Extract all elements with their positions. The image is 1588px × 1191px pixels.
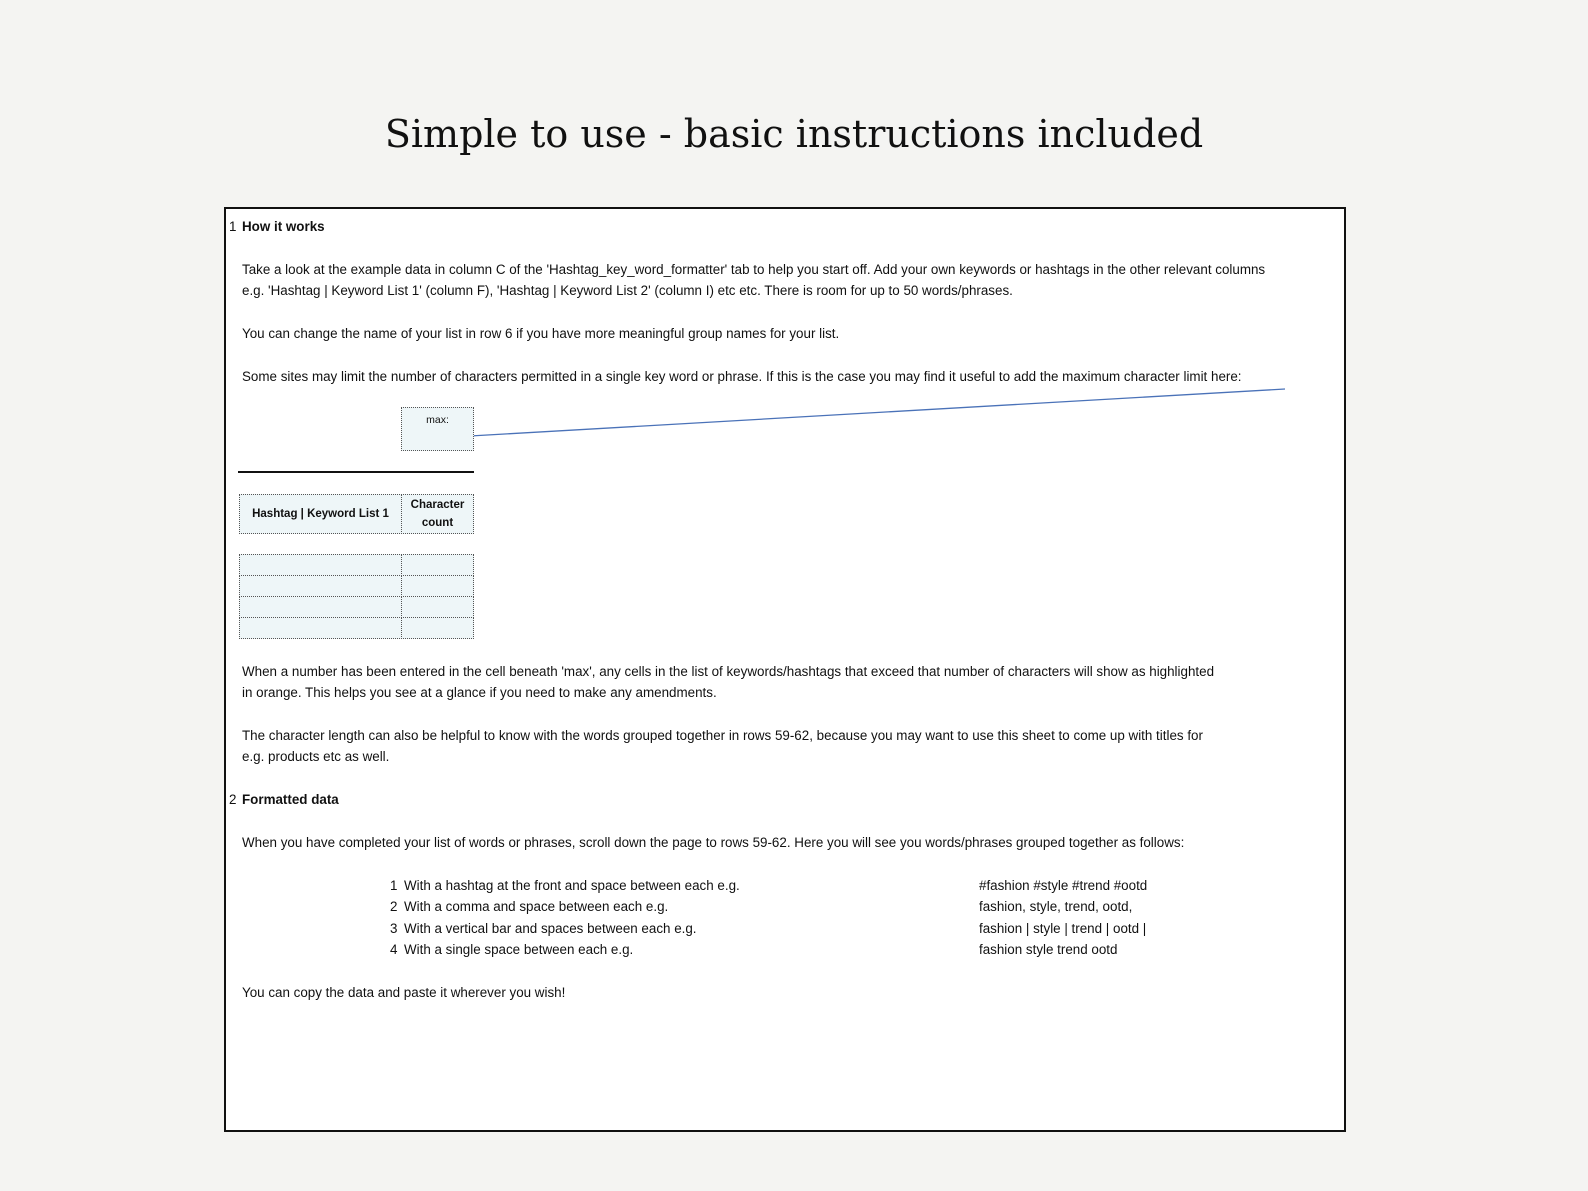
paragraph: Take a look at the example data in column C of the 'Hashtag_key_word_formatter' tab to help you start off. Add your own keywords or hashtags in the other relevant columns (242, 262, 1266, 277)
list-cell[interactable] (239, 575, 402, 597)
count-cell[interactable] (401, 617, 474, 639)
list-cell[interactable] (239, 617, 402, 639)
list-cell[interactable] (239, 554, 402, 576)
section-heading: How it works (242, 219, 325, 234)
paragraph: Some sites may limit the number of characters permitted in a single key word or phrase. If this is the case you may find it useful to add the maximum character limit here: (242, 369, 1242, 384)
count-cell[interactable] (401, 596, 474, 618)
item-text: With a comma and space between each e.g. (404, 899, 669, 914)
item-number: 4 (390, 942, 398, 957)
paragraph: e.g. 'Hashtag | Keyword List 1' (column F), 'Hashtag | Keyword List 2' (column I) etc etc. There is room for up to 50 words/phrases. (242, 283, 1013, 298)
item-example: fashion style trend ootd (979, 942, 1118, 957)
max-cell[interactable] (401, 407, 474, 451)
paragraph: in orange. This helps you see at a glance if you need to make any amendments. (242, 685, 717, 700)
item-number: 2 (390, 899, 398, 914)
count-cell[interactable] (401, 554, 474, 576)
item-number: 1 (390, 878, 398, 893)
item-example: #fashion #style #trend #ootd (979, 878, 1148, 893)
max-label: max: (426, 414, 449, 426)
instructions-sheet (224, 207, 1346, 1132)
item-number: 3 (390, 921, 398, 936)
paragraph: When you have completed your list of words or phrases, scroll down the page to rows 59-62. Here you will see you words/phrases grouped together as follows: (242, 835, 1185, 850)
paragraph: You can copy the data and paste it wherever you wish! (242, 985, 566, 1000)
paragraph: e.g. products etc as well. (242, 749, 390, 764)
table-header-count: Character count (401, 494, 474, 534)
paragraph: You can change the name of your list in row 6 if you have more meaningful group names for your list. (242, 326, 840, 341)
page-title: Simple to use - basic instructions included (384, 112, 1204, 156)
item-example: fashion | style | trend | ootd | (979, 921, 1147, 936)
item-text: With a single space between each e.g. (404, 942, 634, 957)
section-number: 1 (229, 219, 237, 234)
paragraph: The character length can also be helpful to know with the words grouped together in rows 59-62, because you may want to use this sheet to come up with titles for (242, 728, 1203, 743)
list-cell[interactable] (239, 596, 402, 618)
count-cell[interactable] (401, 575, 474, 597)
section-heading: Formatted data (242, 792, 339, 807)
section-number: 2 (229, 792, 237, 807)
table-header-list: Hashtag | Keyword List 1 (239, 494, 402, 534)
item-text: With a hashtag at the front and space between each e.g. (404, 878, 740, 893)
paragraph: When a number has been entered in the cell beneath 'max', any cells in the list of keywords/hashtags that exceed that number of characters will show as highlighted (242, 664, 1215, 679)
item-text: With a vertical bar and spaces between each e.g. (404, 921, 697, 936)
item-example: fashion, style, trend, ootd, (979, 899, 1133, 914)
